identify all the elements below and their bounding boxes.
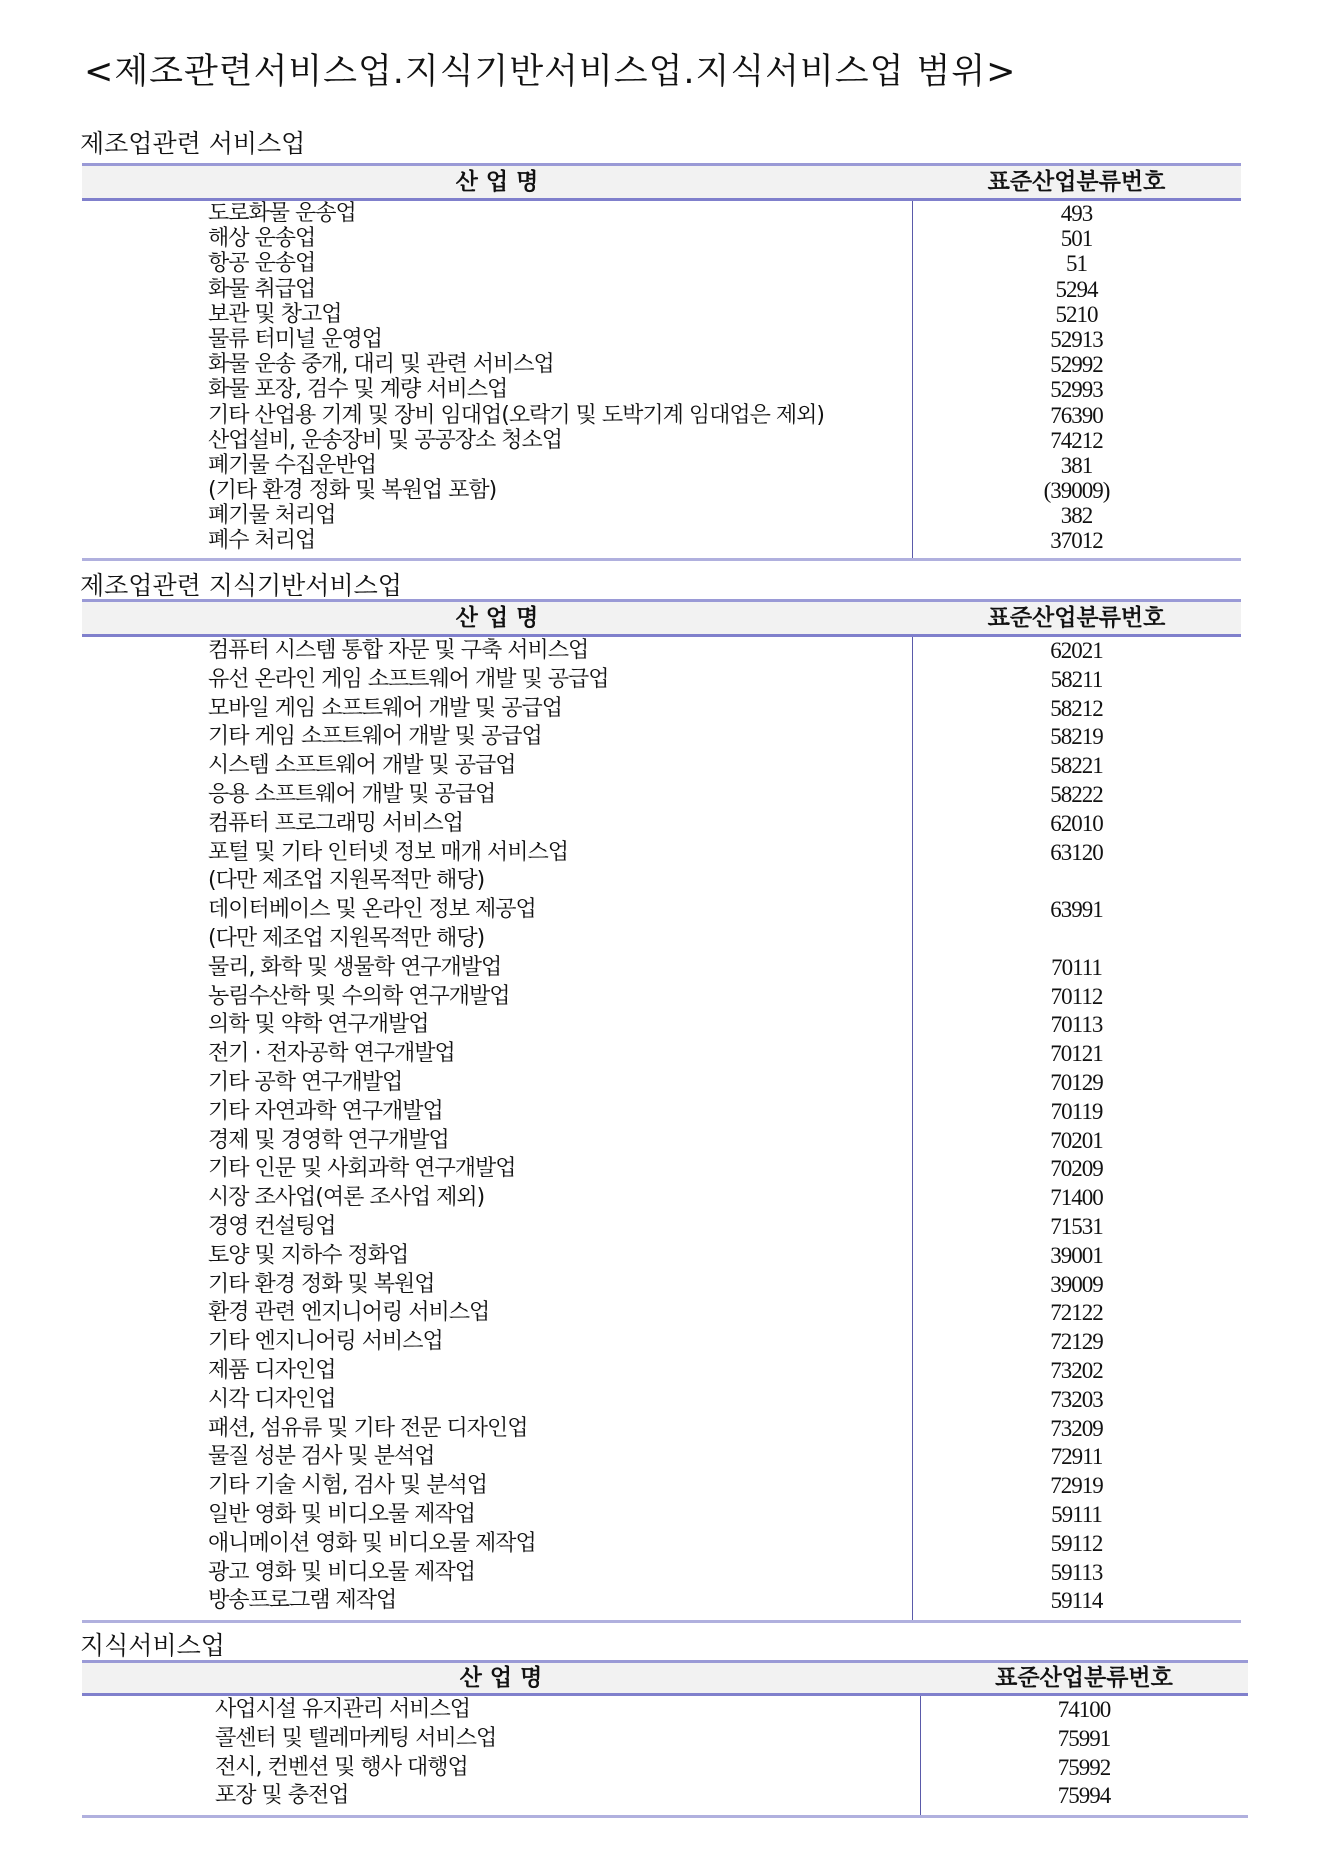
column-divider bbox=[912, 602, 913, 1620]
table-row bbox=[82, 695, 1241, 724]
industry-name: 물리, 화학 및 생물학 연구개발업 bbox=[208, 954, 502, 980]
industry-name: 화물 취급업 bbox=[208, 276, 316, 302]
classification-code: 70121 bbox=[1050, 1041, 1103, 1067]
classification-code: 73209 bbox=[1050, 1415, 1103, 1441]
table-bottom-spacer bbox=[82, 1616, 1241, 1620]
industry-name: 전기 · 전자공학 연구개발업 bbox=[208, 1041, 455, 1067]
table-row bbox=[82, 1782, 1248, 1811]
industry-name: 보관 및 창고업 bbox=[208, 301, 342, 327]
table-row bbox=[82, 666, 1241, 695]
table-row bbox=[82, 528, 1241, 553]
table-row bbox=[82, 954, 1241, 983]
table-row bbox=[82, 867, 1241, 896]
classification-code: 58211 bbox=[1050, 666, 1103, 692]
classification-code: 70112 bbox=[1050, 983, 1103, 1009]
table-row bbox=[82, 1271, 1241, 1300]
classification-code: (39009) bbox=[1043, 478, 1110, 504]
classification-code: 52913 bbox=[1050, 326, 1103, 352]
table-row bbox=[82, 1587, 1241, 1616]
industry-name: (다만 제조업 지원목적만 해당) bbox=[208, 868, 485, 894]
page-title: <제조관련서비스업.지식기반서비스업.지식서비스업 범위> bbox=[84, 52, 1017, 92]
classification-code: 52992 bbox=[1050, 352, 1103, 378]
table-row bbox=[82, 839, 1241, 868]
classification-code: 72129 bbox=[1050, 1329, 1103, 1355]
industry-name: 경영 컨설팅업 bbox=[208, 1213, 336, 1239]
table-row bbox=[82, 403, 1241, 428]
table-row bbox=[82, 810, 1241, 839]
manufacturing-services-table bbox=[82, 163, 1241, 561]
industry-name: 폐기물 처리업 bbox=[208, 503, 336, 529]
column-header-industry-name: 산 업 명 bbox=[455, 169, 539, 195]
classification-code: 59111 bbox=[1051, 1501, 1102, 1527]
table-row bbox=[82, 1357, 1241, 1386]
table-row bbox=[82, 1328, 1241, 1357]
table-row bbox=[82, 377, 1241, 402]
classification-code: 70113 bbox=[1050, 1012, 1103, 1038]
table-row bbox=[82, 723, 1241, 752]
industry-name: 화물 운송 중개, 대리 및 관련 서비스업 bbox=[208, 352, 554, 378]
table-row bbox=[82, 478, 1241, 503]
classification-code: 72919 bbox=[1050, 1473, 1103, 1499]
column-header-classification-code: 표준산업분류번호 bbox=[987, 605, 1166, 631]
table-row bbox=[82, 453, 1241, 478]
table-row bbox=[82, 1299, 1241, 1328]
classification-code: 58219 bbox=[1050, 724, 1103, 750]
industry-name: 토양 및 지하수 정화업 bbox=[208, 1242, 409, 1268]
industry-name: 포장 및 충전업 bbox=[215, 1783, 349, 1809]
table-row bbox=[82, 503, 1241, 528]
table-row bbox=[82, 1127, 1241, 1156]
classification-code: 70111 bbox=[1051, 954, 1102, 980]
industry-name: 물질 성분 검사 및 분석업 bbox=[208, 1444, 435, 1470]
classification-code: 74212 bbox=[1050, 427, 1103, 453]
table-row bbox=[82, 327, 1241, 352]
industry-name: (다만 제조업 지원목적만 해당) bbox=[208, 925, 485, 951]
column-header-classification-code: 표준산업분류번호 bbox=[995, 1665, 1173, 1691]
table-row bbox=[82, 1098, 1241, 1127]
table-bottom-spacer bbox=[82, 554, 1241, 558]
classification-code: 58222 bbox=[1050, 781, 1103, 807]
industry-name: 기타 환경 정화 및 복원업 bbox=[208, 1271, 435, 1297]
industry-name: 농림수산학 및 수의학 연구개발업 bbox=[208, 983, 510, 1009]
classification-code: 58212 bbox=[1050, 695, 1103, 721]
table-row bbox=[82, 896, 1241, 925]
table-row bbox=[82, 1472, 1241, 1501]
classification-code: 70119 bbox=[1050, 1098, 1103, 1124]
industry-name: 사업시설 유지관리 서비스업 bbox=[215, 1697, 471, 1722]
industry-name: 시스템 소프트웨어 개발 및 공급업 bbox=[208, 753, 516, 779]
classification-code: 63991 bbox=[1050, 897, 1103, 923]
knowledge-services-table bbox=[82, 1660, 1248, 1818]
industry-name: 컴퓨터 시스템 통합 자문 및 구축 서비스업 bbox=[208, 638, 589, 663]
industry-name: 콜센터 및 텔레마케팅 서비스업 bbox=[215, 1725, 497, 1751]
industry-name: 유선 온라인 게임 소프트웨어 개발 및 공급업 bbox=[208, 666, 609, 692]
classification-code: 59114 bbox=[1050, 1588, 1103, 1614]
industry-name: 포털 및 기타 인터넷 정보 매개 서비스업 bbox=[208, 839, 568, 865]
table-row bbox=[82, 251, 1241, 276]
industry-name: 해상 운송업 bbox=[208, 226, 316, 252]
table-header bbox=[82, 166, 1241, 201]
industry-name: 방송프로그램 제작업 bbox=[208, 1588, 397, 1614]
column-divider bbox=[912, 166, 913, 558]
industry-name: 산업설비, 운송장비 및 공공장소 청소업 bbox=[208, 427, 562, 453]
column-header-industry-name: 산 업 명 bbox=[459, 1665, 543, 1691]
industry-name: 기타 엔지니어링 서비스업 bbox=[208, 1329, 443, 1355]
classification-code: 63120 bbox=[1050, 839, 1103, 865]
table-row bbox=[82, 428, 1241, 453]
table-row bbox=[82, 277, 1241, 302]
classification-code bbox=[912, 925, 1241, 954]
classification-code: 51 bbox=[1066, 251, 1087, 277]
classification-code: 39009 bbox=[1050, 1271, 1103, 1297]
section-heading-knowledge-services: 지식서비스업 bbox=[80, 1631, 225, 1660]
table-row bbox=[82, 1040, 1241, 1069]
industry-name: 컴퓨터 프로그래밍 서비스업 bbox=[208, 810, 464, 836]
table-row bbox=[82, 1184, 1241, 1213]
industry-name: 패션, 섬유류 및 기타 전문 디자인업 bbox=[208, 1415, 528, 1441]
section-heading-knowledge-based-services: 제조업관련 지식기반서비스업 bbox=[80, 571, 402, 600]
classification-code: 72911 bbox=[1050, 1444, 1103, 1470]
industry-name: 의학 및 약학 연구개발업 bbox=[208, 1012, 429, 1038]
table-row bbox=[82, 1213, 1241, 1242]
industry-name: 일반 영화 및 비디오물 제작업 bbox=[208, 1501, 475, 1527]
table-row bbox=[82, 1386, 1241, 1415]
table-row bbox=[82, 226, 1241, 251]
table-row bbox=[82, 983, 1241, 1012]
table-row bbox=[82, 352, 1241, 377]
classification-code: 5294 bbox=[1055, 276, 1098, 302]
table-row bbox=[82, 201, 1241, 226]
column-header-industry-name: 산 업 명 bbox=[455, 605, 539, 631]
industry-name: 애니메이션 영화 및 비디오물 제작업 bbox=[208, 1530, 536, 1556]
industry-name: 시장 조사업(여론 조사업 제외) bbox=[208, 1185, 485, 1211]
table-row bbox=[82, 1559, 1241, 1588]
industry-name: 폐수 처리업 bbox=[208, 528, 316, 554]
industry-name: 폐기물 수집운반업 bbox=[208, 452, 377, 478]
table-row bbox=[82, 1415, 1241, 1444]
classification-code: 5210 bbox=[1055, 301, 1098, 327]
industry-name: 물류 터미널 운영업 bbox=[208, 326, 383, 352]
classification-code: 59112 bbox=[1050, 1530, 1103, 1556]
classification-code: 70201 bbox=[1050, 1127, 1103, 1153]
classification-code: 71531 bbox=[1050, 1213, 1103, 1239]
table-row bbox=[82, 1696, 1248, 1725]
table-row bbox=[82, 1530, 1241, 1559]
industry-name: 기타 산업용 기계 및 장비 임대업(오락기 및 도박기계 임대업은 제외) bbox=[208, 402, 824, 428]
table-row bbox=[82, 1242, 1241, 1271]
industry-name: 데이터베이스 및 온라인 정보 제공업 bbox=[208, 897, 536, 923]
table-row bbox=[82, 1443, 1241, 1472]
table-row bbox=[82, 752, 1241, 781]
industry-name: 응용 소프트웨어 개발 및 공급업 bbox=[208, 781, 496, 807]
industry-name: 기타 공학 연구개발업 bbox=[208, 1069, 403, 1095]
classification-code: 75994 bbox=[1057, 1783, 1111, 1809]
table-header bbox=[82, 1663, 1248, 1696]
industry-name: 광고 영화 및 비디오물 제작업 bbox=[208, 1559, 475, 1585]
classification-code: 70129 bbox=[1050, 1069, 1103, 1095]
classification-code bbox=[912, 867, 1241, 896]
table-row bbox=[82, 781, 1241, 810]
industry-name: 화물 포장, 검수 및 계량 서비스업 bbox=[208, 377, 508, 403]
classification-code: 59113 bbox=[1050, 1559, 1103, 1585]
classification-code: 75992 bbox=[1057, 1754, 1111, 1780]
industry-name: 기타 자연과학 연구개발업 bbox=[208, 1098, 443, 1124]
classification-code: 493 bbox=[1060, 201, 1093, 226]
classification-code: 74100 bbox=[1057, 1697, 1111, 1722]
industry-name: 전시, 컨벤션 및 행사 대행업 bbox=[215, 1754, 468, 1780]
classification-code: 37012 bbox=[1050, 528, 1103, 554]
section-heading-manufacturing-services: 제조업관련 서비스업 bbox=[80, 129, 306, 158]
industry-name: 기타 인문 및 사회과학 연구개발업 bbox=[208, 1156, 516, 1182]
industry-name: 제품 디자인업 bbox=[208, 1357, 336, 1383]
table-row bbox=[82, 1069, 1241, 1098]
industry-name: 기타 기술 시험, 검사 및 분석업 bbox=[208, 1473, 487, 1499]
table-header bbox=[82, 602, 1241, 637]
classification-code: 73203 bbox=[1050, 1386, 1103, 1412]
classification-code: 62010 bbox=[1050, 810, 1103, 836]
table-row bbox=[82, 925, 1241, 954]
classification-code: 72122 bbox=[1050, 1300, 1103, 1326]
classification-code: 62021 bbox=[1050, 638, 1103, 663]
classification-code: 52993 bbox=[1050, 377, 1103, 403]
table-row bbox=[82, 302, 1241, 327]
table-row bbox=[82, 637, 1241, 666]
knowledge-based-services-table bbox=[82, 599, 1241, 1623]
classification-code: 71400 bbox=[1050, 1185, 1103, 1211]
classification-code: 58221 bbox=[1050, 753, 1103, 779]
industry-name: (기타 환경 정화 및 복원업 포함) bbox=[208, 478, 497, 504]
table-bottom-spacer bbox=[82, 1811, 1248, 1815]
classification-code: 75991 bbox=[1057, 1725, 1111, 1751]
classification-code: 70209 bbox=[1050, 1156, 1103, 1182]
table-row bbox=[82, 1754, 1248, 1783]
industry-name: 시각 디자인업 bbox=[208, 1386, 336, 1412]
industry-name: 환경 관련 엔지니어링 서비스업 bbox=[208, 1300, 490, 1326]
classification-code: 73202 bbox=[1050, 1357, 1103, 1383]
table-row bbox=[82, 1725, 1248, 1754]
industry-name: 도로화물 운송업 bbox=[208, 201, 356, 226]
table-row bbox=[82, 1011, 1241, 1040]
industry-name: 모바일 게임 소프트웨어 개발 및 공급업 bbox=[208, 695, 562, 721]
classification-code: 381 bbox=[1060, 452, 1093, 478]
table-row bbox=[82, 1155, 1241, 1184]
industry-name: 경제 및 경영학 연구개발업 bbox=[208, 1127, 449, 1153]
classification-code: 39001 bbox=[1050, 1242, 1103, 1268]
classification-code: 501 bbox=[1060, 226, 1093, 252]
classification-code: 382 bbox=[1060, 503, 1093, 529]
column-header-classification-code: 표준산업분류번호 bbox=[987, 169, 1166, 195]
industry-name: 항공 운송업 bbox=[208, 251, 316, 277]
classification-code: 76390 bbox=[1050, 402, 1103, 428]
industry-name: 기타 게임 소프트웨어 개발 및 공급업 bbox=[208, 724, 542, 750]
table-row bbox=[82, 1501, 1241, 1530]
